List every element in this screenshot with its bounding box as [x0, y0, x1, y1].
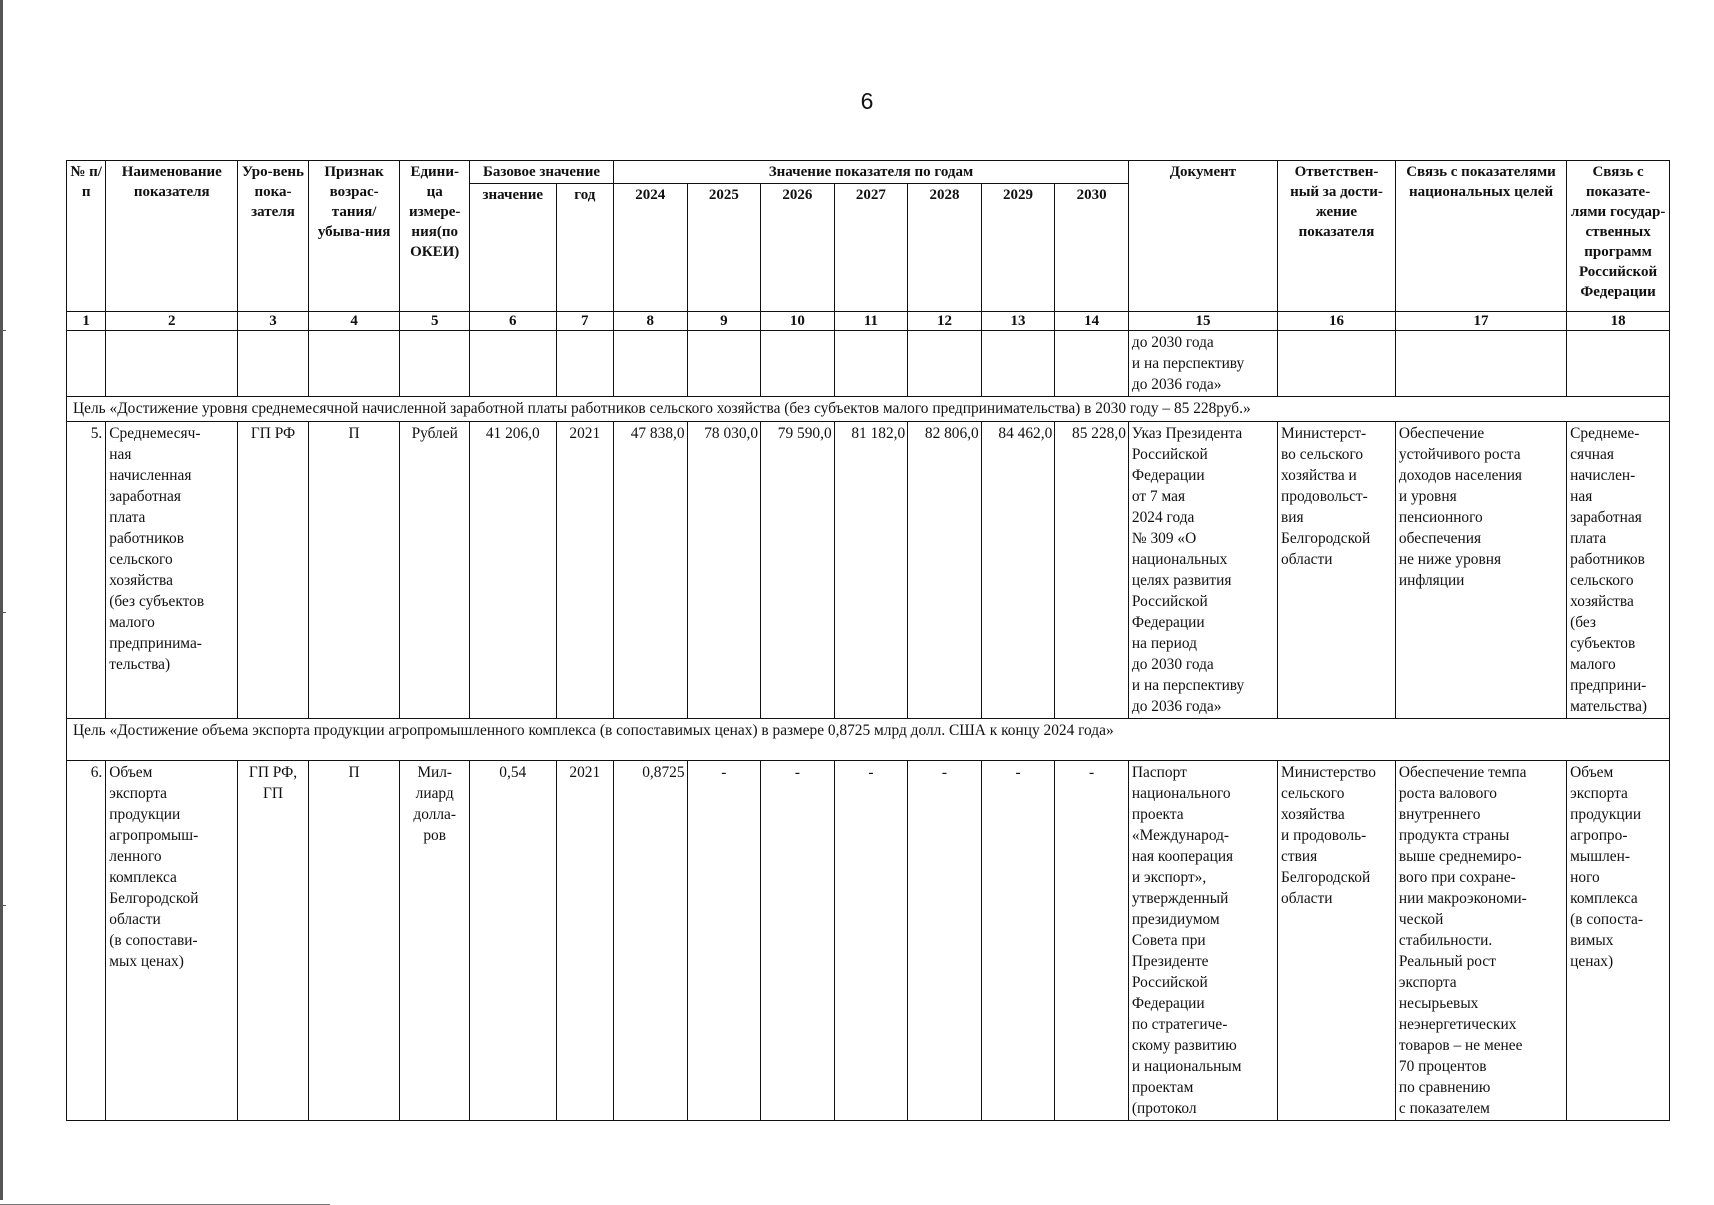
column-number: 7	[556, 312, 613, 331]
empty-cell	[556, 331, 613, 397]
column-number: 8	[614, 312, 688, 331]
indicator-document: Паспорт национального проекта «Международ- ная кооперация и экспорт», утвержденный президиумом Совета при Президенте Российской Федерации по стратегиче- скому развитию и национальным проектам (протокол	[1128, 761, 1277, 1121]
indicator-level: ГП РФ, ГП	[238, 761, 309, 1121]
column-number: 13	[981, 312, 1055, 331]
year-value: -	[981, 761, 1055, 1121]
continuation-document: до 2030 года и на перспективу до 2036 года»	[1128, 331, 1277, 397]
year-value: 84 462,0	[981, 422, 1055, 719]
column-number: 6	[469, 312, 556, 331]
indicator-responsible: Министерст- во сельского хозяйства и продовольст- вия Белгородской области	[1278, 422, 1396, 719]
year-value: -	[687, 761, 761, 1121]
column-number: 4	[308, 312, 400, 331]
empty-cell	[400, 331, 470, 397]
header-responsible: Ответствен-ный за дости-жение показателя	[1278, 161, 1396, 312]
indicator-document: Указ Президента Российской Федерации от 7 мая 2024 года № 309 «О национальных целях развития Российской Федерации на период до 2030 года и на перспективу до 2036 года»	[1128, 422, 1277, 719]
indicator-name: Объем экспорта продукции агропромыш- ленного комплекса Белгородской области (в сопостави- мых ценах)	[106, 761, 238, 1121]
header-year: 2028	[908, 184, 982, 312]
base-year: 2021	[556, 761, 613, 1121]
year-value: -	[1055, 761, 1129, 1121]
indicator-row-5	[67, 422, 1670, 719]
column-number: 3	[238, 312, 309, 331]
year-value: 81 182,0	[834, 422, 908, 719]
header-year: 2027	[834, 184, 908, 312]
header-year: 2024	[614, 184, 688, 312]
year-value: -	[834, 761, 908, 1121]
empty-cell	[687, 331, 761, 397]
empty-cell	[908, 331, 982, 397]
row-number: 5.	[67, 422, 106, 719]
header-year: 2025	[687, 184, 761, 312]
indicator-name: Среднемесяч- ная начисленная заработная плата работников сельского хозяйства (без субъектов малого предпринима- тельства)	[106, 422, 238, 719]
year-value: 79 590,0	[761, 422, 835, 719]
column-number: 9	[687, 312, 761, 331]
year-value: 82 806,0	[908, 422, 982, 719]
indicator-unit: Рублей	[400, 422, 470, 719]
column-number: 5	[400, 312, 470, 331]
goal-text: Цель «Достижение уровня среднемесячной начисленной заработной платы работников сельского хозяйства (без субъектов малого предпринимательства) в 2030 году – 85 228руб.»	[67, 397, 1670, 422]
empty-cell	[1567, 331, 1670, 397]
header-state-programs: Связь с показате-лями государ-ственных программ Российской Федерации	[1567, 161, 1670, 312]
year-value: 85 228,0	[1055, 422, 1129, 719]
column-number: 12	[908, 312, 982, 331]
column-number: 15	[1128, 312, 1277, 331]
header-no: № п/п	[67, 161, 106, 312]
header-base-year: год	[556, 184, 613, 312]
year-value: 47 838,0	[614, 422, 688, 719]
header-document: Документ	[1128, 161, 1277, 312]
empty-cell	[308, 331, 400, 397]
column-number: 10	[761, 312, 835, 331]
header-year: 2026	[761, 184, 835, 312]
header-year: 2029	[981, 184, 1055, 312]
indicator-national-goals: Обеспечение устойчивого роста доходов населения и уровня пенсионного обеспечения не ниже уровня инфляции	[1395, 422, 1566, 719]
empty-cell	[469, 331, 556, 397]
scan-mark	[0, 612, 6, 613]
goal-row	[67, 397, 1670, 422]
column-number: 17	[1395, 312, 1566, 331]
indicator-level: ГП РФ	[238, 422, 309, 719]
continuation-row	[67, 331, 1670, 397]
empty-cell	[1395, 331, 1566, 397]
empty-cell	[834, 331, 908, 397]
empty-cell	[761, 331, 835, 397]
indicator-state-programs: Среднеме- сячная начислен- ная заработная плата работников сельского хозяйства (без субъектов малого предприни- мательства)	[1567, 422, 1670, 719]
column-numbers-row	[67, 312, 1670, 331]
page-number: 6	[860, 88, 874, 114]
empty-cell	[106, 331, 238, 397]
goal-text: Цель «Достижение объема экспорта продукции агропромышленного комплекса (в сопоставимых ценах) в размере 0,8725 млрд долл. США к концу 2024 года»	[67, 719, 1670, 761]
header-national-goals: Связь с показателями национальных целей	[1395, 161, 1566, 312]
base-value: 0,54	[469, 761, 556, 1121]
column-number: 14	[1055, 312, 1129, 331]
scan-mark	[0, 330, 6, 331]
base-value: 41 206,0	[469, 422, 556, 719]
column-number: 11	[834, 312, 908, 331]
row-number: 6.	[67, 761, 106, 1121]
indicator-state-programs: Объем экспорта продукции агропро- мышлен- ного комплекса (в сопоста- вимых ценах)	[1567, 761, 1670, 1121]
scan-left-edge	[0, 0, 3, 1200]
empty-cell	[238, 331, 309, 397]
indicators-table	[66, 160, 1670, 1121]
column-number: 1	[67, 312, 106, 331]
year-value: 78 030,0	[687, 422, 761, 719]
header-values-by-year: Значение показателя по годам	[614, 161, 1129, 184]
empty-cell	[1055, 331, 1129, 397]
indicator-row-6	[67, 761, 1670, 1121]
empty-cell	[67, 331, 106, 397]
column-number: 2	[106, 312, 238, 331]
empty-cell	[1278, 331, 1396, 397]
header-base-value: значение	[469, 184, 556, 312]
goal-row	[67, 719, 1670, 761]
indicator-responsible: Министерство сельского хозяйства и продоволь- ствия Белгородской области	[1278, 761, 1396, 1121]
header-unit: Едини-ца измере-ния(по ОКЕИ)	[400, 161, 470, 312]
indicator-unit: Мил- лиард долла- ров	[400, 761, 470, 1121]
header-year: 2030	[1055, 184, 1129, 312]
scan-mark	[0, 905, 6, 906]
indicator-national-goals: Обеспечение темпа роста валового внутреннего продукта страны выше среднемиро- вого при сохране- нии макроэкономи- ческой стабильности. Реальный рост экспорта несырьевых неэнергетических товаров – не менее 70 процентов по сравнению с показателем	[1395, 761, 1566, 1121]
header-trend: Признак возрас-тания/ убыва-ния	[308, 161, 400, 312]
header-base: Базовое значение	[469, 161, 613, 184]
header-row-1	[67, 161, 1670, 184]
indicator-trend: П	[308, 761, 400, 1121]
column-number: 16	[1278, 312, 1396, 331]
year-value: -	[908, 761, 982, 1121]
year-value: -	[761, 761, 835, 1121]
header-name: Наименование показателя	[106, 161, 238, 312]
empty-cell	[981, 331, 1055, 397]
empty-cell	[614, 331, 688, 397]
header-level: Уро-вень пока-зателя	[238, 161, 309, 312]
year-value: 0,8725	[614, 761, 688, 1121]
base-year: 2021	[556, 422, 613, 719]
indicator-trend: П	[308, 422, 400, 719]
column-number: 18	[1567, 312, 1670, 331]
